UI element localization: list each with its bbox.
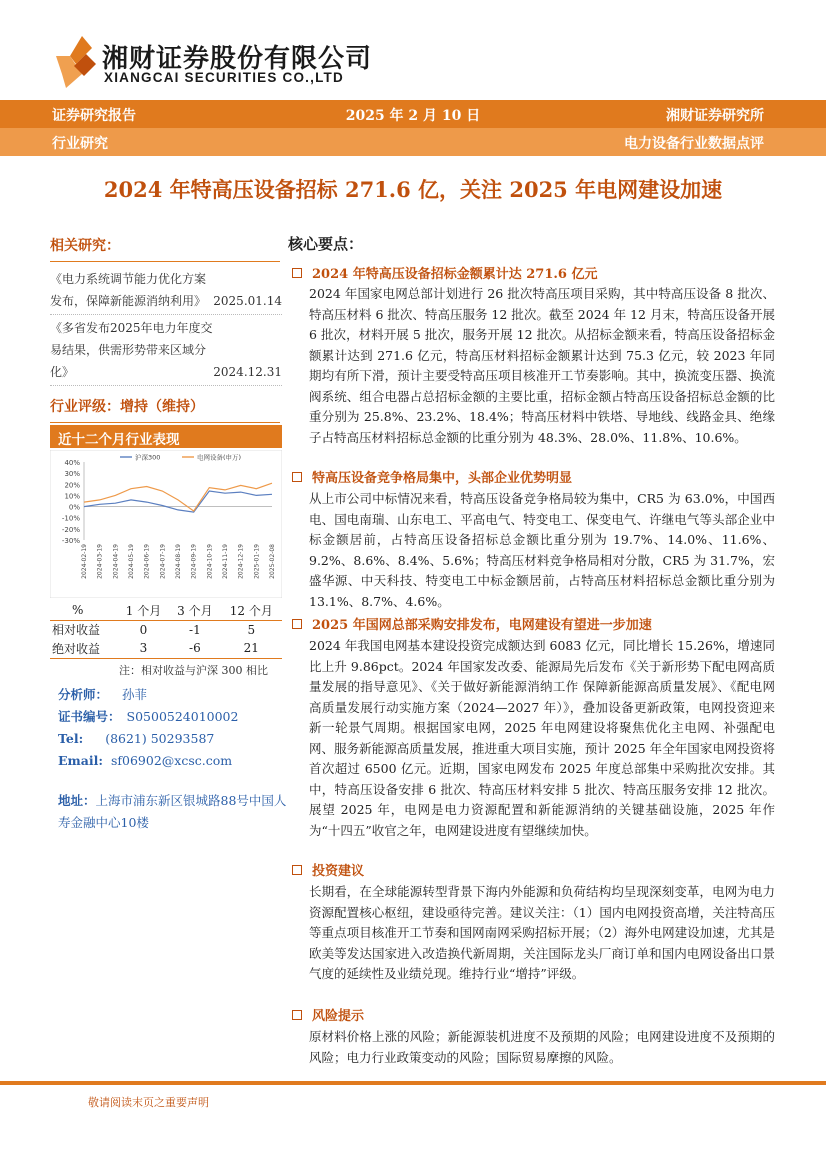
header-band-top <box>0 100 826 128</box>
section-heading <box>292 860 364 879</box>
table-row <box>50 639 282 658</box>
section-heading-text: 2025 年国网总部采购安排发布，电网建设有望进一步加速 <box>312 618 652 633</box>
page-title: 2024 年特高压设备招标 271.6 亿，关注 2025 年电网建设加速 <box>103 177 723 202</box>
x-tick-label: 2024-06-19 <box>143 544 151 579</box>
y-tick-label: 0% <box>68 503 80 512</box>
footer-divider <box>0 1081 826 1085</box>
table-header-cell: 3 个月 <box>169 601 220 620</box>
legend-label: 沪深300 <box>135 453 161 462</box>
table-cell: -6 <box>169 639 220 658</box>
company-name-en: XIANGCAI SECURITIES CO.,LTD <box>104 70 344 85</box>
industry-rating <box>50 396 280 423</box>
section-heading-text: 2024 年特高压设备招标金额累计达 271.6 亿元 <box>312 267 598 282</box>
analyst-cert-label: 证书编号： <box>58 709 121 724</box>
section-heading <box>292 1005 364 1024</box>
y-tick-label: 30% <box>64 470 80 479</box>
report-subcategory: 电力设备行业数据点评 <box>624 136 764 152</box>
related-research-label: 相关研究： <box>50 235 280 262</box>
table-row-label: 相对收益 <box>52 623 101 638</box>
related-item[interactable] <box>50 317 282 386</box>
section-heading <box>292 263 597 282</box>
related-research-list <box>50 268 282 386</box>
checkbox-bullet-icon <box>292 1010 302 1020</box>
x-tick-label: 2024-11-19 <box>222 544 229 579</box>
checkbox-bullet-icon <box>292 619 302 629</box>
industry-rating-text: 行业评级：增持（维持） <box>50 396 280 423</box>
x-tick-label: 2025-02-08 <box>269 544 276 579</box>
section-heading <box>292 614 652 633</box>
x-tick-label: 2024-07-19 <box>159 544 167 579</box>
table-note: 注：相对收益与沪深 300 相比 <box>119 664 268 677</box>
analyst-tel-label: Tel: <box>58 731 84 746</box>
address-label: 地址： <box>58 793 96 808</box>
y-tick-label: 10% <box>64 492 80 501</box>
core-points-head: 核心要点： <box>288 235 364 253</box>
institute-name: 湘财证券研究所 <box>666 108 764 124</box>
analyst-email[interactable]: sf06902@xcsc.com <box>110 753 233 768</box>
y-tick-label: -10% <box>61 514 80 523</box>
x-tick-label: 2024-05-19 <box>128 544 135 579</box>
table-row <box>50 620 282 639</box>
section-heading-text: 投资建议 <box>312 864 365 879</box>
section-body: 2024 年国家电网总部计划进行 26 批次特高压项目采购，其中特高压设备 8 批次、特高压材料 6 批次、特高压服务 12 批次。截至 2024 年 12 月末，特高压设备开展 6 批次，材料开展 5 批次，服务开展 12 批次。从招标金额来看，特高压设备招标金额累计达到 271.6 亿元，特高压材料招标金额累计达到 75.3 亿元，较 2023 年同期均有所下滑，预计主要受特高压项目核准开工节奏影响。其中，换流变压器、换流阀系统、组合电器占总招标金额的主要比重，招标金额占特高压设备招标总金额的比重分别为 25.8%、23.2%、18.4%；特高压材料中铁塔、导地线、线路金具、绝缘子占特高压材料招标总金额的比重分别为 48.3%、28.0%、11.8%、10.6%。 <box>309 286 775 445</box>
related-item-title: 《电力系统调节能力优化方案发布，保障新能源消纳利用》 <box>50 272 207 308</box>
analyst-info <box>58 684 238 772</box>
x-tick-label: 2024-08-19 <box>175 544 182 579</box>
x-tick-label: 2024-04-19 <box>112 544 120 579</box>
table-header-cell: 1 个月 <box>118 601 169 620</box>
table-cell: 3 <box>118 639 169 658</box>
y-tick-label: -30% <box>61 537 80 545</box>
table-header-cell: 12 个月 <box>221 601 282 620</box>
table-cell: 5 <box>247 622 256 637</box>
report-type: 证券研究报告 <box>52 108 136 124</box>
x-tick-label: 2025-01-19 <box>253 544 261 579</box>
footer-disclaimer: 敬请阅读末页之重要声明 <box>88 1096 209 1109</box>
legend-label: 电网设备(申万) <box>197 453 242 462</box>
table-cell: 21 <box>221 639 282 658</box>
section-body: 2024 年我国电网基本建设投资完成额达到 6083 亿元，同比增长 15.26%，增速同比上升 9.86pct。2024 年国家发改委、能源局先后发布《关于新形势下配电网高质量发展的指导意见》、《关于做好新能源消纳工作 保障新能源高质量发展》、《配电网高质量发展行动实施方案（2024—2027 年）》，叠加设备更新政策，电网投资迎来新一轮景气周期。根据国家电网，2025 年电网建设将聚焦优化主电网、补强配电网、服务新能源高质量发展，推进重大项目实施，预计 2025 年全年国家电网投资将首次超过 6500 亿元。近期，国家电网发布 2025 年度总部集中采购批次安排。其中，特高压设备安排 6 批次、特高压材料安排 5 批次、特高压服务安排 12 批次。展望 2025 年，电网是电力资源配置和新能源消纳的关键基础设施，2025 年作为“十四五”收官之年，电网建设进度有望继续加快。 <box>309 638 775 838</box>
report-date: 2025 年 2 月 10 日 <box>345 108 481 124</box>
report-category: 行业研究 <box>52 136 108 152</box>
section-heading <box>292 467 572 486</box>
x-tick-label: 2024-02-19 <box>81 544 88 579</box>
related-item[interactable] <box>50 268 282 315</box>
table-header-cell: % <box>50 601 118 620</box>
section-body: 从上市公司中标情况来看，特高压设备竞争格局较为集中，CR5 为 63.0%，中国西电、国电南瑞、山东电工、平高电气、特变电工、保变电气、许继电气等头部企业中标金额居前，占特高压设备招标总金额比重分别为 19.7%、14.0%、11.6%、9.2%、8.6%、8.4%、5.6%；特高压材料竞争格局相对分散，CR5 为 31.7%，宏盛华源、中天科技、特变电工中标金额居前，占特高压材料招标总金额比重分别为 13.1%、8.7%、4.6%。 <box>309 491 775 609</box>
section-heading-text: 风险提示 <box>312 1009 365 1024</box>
analyst-name: 孙菲 <box>122 687 148 702</box>
header-band-bottom <box>0 128 826 156</box>
address-block <box>58 790 288 834</box>
related-item-date: 2024.12.31 <box>213 365 282 379</box>
company-logo-icon <box>52 34 100 90</box>
x-tick-label: 2024-03-19 <box>96 544 104 579</box>
checkbox-bullet-icon <box>292 865 302 875</box>
checkbox-bullet-icon <box>292 472 302 482</box>
analyst-email-label: Email: <box>58 753 103 768</box>
y-tick-label: 40% <box>64 459 80 467</box>
x-tick-label: 2024-10-19 <box>206 544 214 579</box>
table-cell: -1 <box>189 622 201 637</box>
related-item-title: 《多省发布2025年电力年度交易结果，供需形势带来区域分化》 <box>50 321 213 379</box>
y-tick-label: 20% <box>64 481 80 490</box>
section-body: 原材料价格上涨的风险；新能源装机进度不及预期的风险；电网建设进度不及预期的风险；电力行业政策变动的风险；国际贸易摩擦的风险。 <box>309 1029 775 1065</box>
performance-chart-title: 近十二个月行业表现 <box>50 425 282 448</box>
address-text: 上海市浦东新区银城路88号中国人寿金融中心10楼 <box>58 793 287 830</box>
analyst-cert: S0500524010002 <box>126 709 239 724</box>
performance-table <box>50 601 282 659</box>
x-tick-label: 2024-09-19 <box>190 544 198 579</box>
y-tick-label: -20% <box>61 525 80 534</box>
analyst-tel: (8621) 50293587 <box>105 731 215 746</box>
section-body: 长期看，在全球能源转型背景下海内外能源和负荷结构均呈现深刻变革，电网为电力资源配置核心枢纽，建设亟待完善。建议关注：（1）国内电网投资高增，关注特高压等重点项目核准开工节奏和国网南网采购招标开展；（2）海外电网建设加速，尤其是欧美等发达国家进入改造换代新周期，关注国际龙头厂商订单和国内电网设备出口景气度的延续性及业绩兑现。维持行业“增持”评级。 <box>309 884 775 981</box>
performance-chart <box>50 450 282 598</box>
related-research-head <box>50 235 280 262</box>
table-row-label: 绝对收益 <box>50 639 118 658</box>
checkbox-bullet-icon <box>292 268 302 278</box>
x-tick-label: 2024-12-19 <box>237 544 245 579</box>
section-heading-text: 特高压设备竞争格局集中，头部企业优势明显 <box>312 471 573 486</box>
analyst-name-label: 分析师： <box>58 687 109 702</box>
table-header-row <box>50 601 282 620</box>
company-name-cn: 湘财证券股份有限公司 <box>102 44 373 74</box>
table-cell: 0 <box>139 622 148 637</box>
related-item-date: 2025.01.14 <box>213 294 282 308</box>
